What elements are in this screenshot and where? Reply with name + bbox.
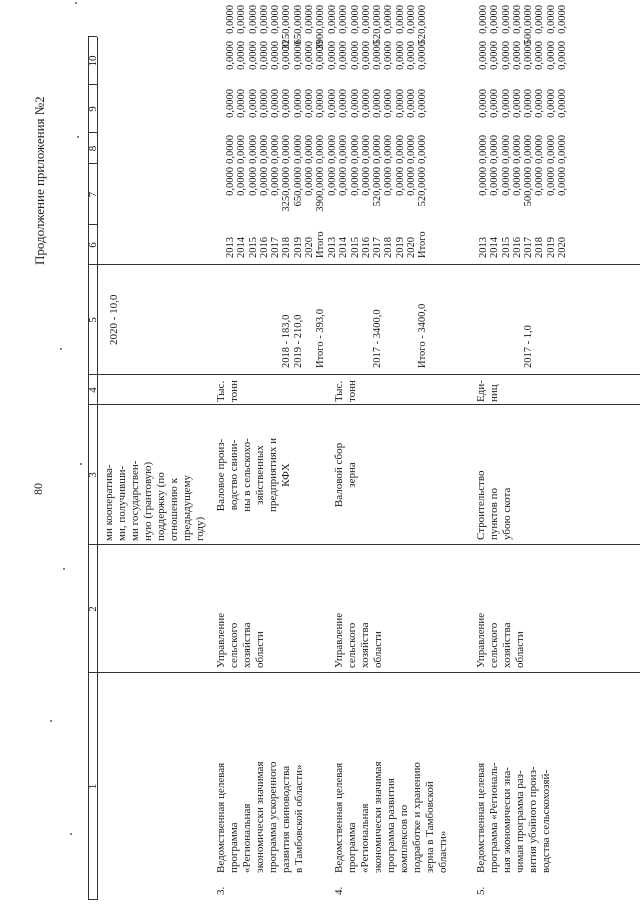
years-list: 2013 2014 2015 2016 2017 2018 2019 2020 Итого bbox=[225, 231, 327, 258]
unit: Еди- ниц bbox=[475, 380, 500, 402]
column-header-5: 5 bbox=[87, 317, 99, 323]
executor: Управление сельского хозяйства области bbox=[475, 612, 526, 668]
col8-values: 0,0000 0,0000 0,0000 0,0000 0,0000 0,0000 0,0000 0,0000 bbox=[478, 89, 569, 118]
row-number: 3. bbox=[215, 886, 227, 895]
row-number: 4. bbox=[333, 886, 345, 895]
indicator-name: Валовой сбор зерна bbox=[333, 442, 358, 508]
col10-values: 0,0000 0,0000 0,0000 0,0000 520,0000 0,0000 0,0000 0,0000 520,0000 bbox=[327, 5, 429, 45]
indicator-name: Валовое произ- водство свини- ны в сельскохо- зяйственных предприятиях и КФХ bbox=[215, 438, 292, 512]
col6-values: 0,0000 0,0000 0,0000 0,0000 500,0000 0,0000 0,0000 0,0000 bbox=[478, 167, 569, 207]
continuation-target-value: 2020 - 10,0 bbox=[108, 294, 120, 345]
scan-speck bbox=[50, 720, 52, 722]
target-values: 2017 - 1,0 bbox=[523, 325, 535, 368]
column-header-2: 2 bbox=[87, 606, 99, 612]
column-header-10: 10 bbox=[87, 55, 99, 67]
col6-values: 0,0000 0,0000 0,0000 0,0000 520,0000 0,0000 0,0000 0,0000 520,0000 bbox=[327, 167, 429, 207]
col7-values: 0,0000 0,0000 0,0000 0,0000 0,0000 0,0000 0,0000 0,0000 0,0000 bbox=[225, 135, 327, 164]
program-name: Ведомственная целевая программа «Региональная экономически значимая программа развития комплексов по подработке и хранению зерна в Тамбовской области» bbox=[333, 761, 449, 873]
row-number: 5. bbox=[475, 886, 487, 895]
page-number: 80 bbox=[31, 483, 45, 495]
appendix-title: Продолжение приложения №2 bbox=[32, 96, 47, 265]
col9-values: 0,0000 0,0000 0,0000 0,0000 0,0000 0,0000 0,0000 0,0000 bbox=[478, 41, 569, 70]
target-values: 2018 - 183,0 2019 - 210,0 Итого - 393,0 bbox=[281, 309, 327, 368]
column-header-8: 8 bbox=[87, 145, 99, 152]
target-values: 2017 - 3400,0 Итого - 3400,0 bbox=[372, 303, 429, 368]
column-header-4: 4 bbox=[87, 387, 99, 393]
col8-values: 0,0000 0,0000 0,0000 0,0000 0,0000 0,0000 0,0000 0,0000 0,0000 bbox=[225, 89, 327, 118]
col-line bbox=[88, 404, 640, 405]
column-header-7: 7 bbox=[87, 191, 99, 198]
col-line bbox=[88, 264, 640, 265]
scan-speck bbox=[75, 2, 77, 4]
program-name: Ведомственная целевая программа «Региональ- ная экономически зна- чимая программа раз- вития убойного произ- водства сельскохозяй- bbox=[475, 762, 552, 873]
scan-speck bbox=[77, 136, 79, 138]
unit: Тыс. тонн bbox=[215, 380, 240, 402]
executor: Управление сельского хозяйства области bbox=[333, 612, 384, 668]
scan-speck bbox=[80, 463, 82, 465]
col10-values: 0,0000 0,0000 0,0000 0,0000 0,0000 3250,0000 650,0000 0,0000 3900,0000 bbox=[225, 5, 327, 50]
indicator-name: Строительство пунктов по убою скота bbox=[475, 470, 513, 540]
col9-values: 0,0000 0,0000 0,0000 0,0000 0,0000 0,0000 0,0000 0,0000 0,0000 bbox=[327, 41, 429, 70]
scan-speck bbox=[63, 568, 65, 570]
col7-values: 0,0000 0,0000 0,0000 0,0000 0,0000 0,0000 0,0000 0,0000 bbox=[478, 135, 569, 164]
years-list: 2013 2014 2015 2016 2017 2018 2019 2020 Итого bbox=[327, 231, 429, 258]
col-line bbox=[88, 374, 640, 375]
scan-speck bbox=[70, 833, 72, 835]
column-header-6: 6 bbox=[87, 242, 99, 248]
col-line bbox=[88, 544, 640, 545]
col10-values: 0,0000 0,0000 0,0000 0,0000 500,0000 0,0000 0,0000 0,0000 bbox=[478, 5, 569, 45]
continuation-indicator-text: ми кооператива- ми, получивши- ми государствен- ную (грантовую) поддержку (по отношению к предыдущему году) bbox=[103, 460, 206, 541]
column-header-1: 1 bbox=[87, 783, 99, 790]
unit: Тыс. тонн bbox=[333, 380, 358, 402]
col7-values: 0,0000 0,0000 0,0000 0,0000 0,0000 0,0000 0,0000 0,0000 0,0000 bbox=[327, 135, 429, 164]
column-header-3: 3 bbox=[87, 472, 99, 478]
program-name: Ведомственная целевая программа «Региональная экономически значимая программа ускоренного развития свиноводства в Тамбовской области» bbox=[215, 761, 305, 873]
col-line bbox=[88, 672, 640, 673]
col6-values: 0,0000 0,0000 0,0000 0,0000 0,0000 3250,0000 650,0000 0,0000 3900,0000 bbox=[225, 167, 327, 212]
years-list: 2013 2014 2015 2016 2017 2018 2019 2020 bbox=[478, 237, 569, 258]
column-header-9: 9 bbox=[87, 106, 99, 112]
scan-speck bbox=[60, 348, 62, 350]
col8-values: 0,0000 0,0000 0,0000 0,0000 0,0000 0,0000 0,0000 0,0000 0,0000 bbox=[327, 89, 429, 118]
executor: Управление сельского хозяйства области bbox=[215, 612, 266, 668]
col9-values: 0,0000 0,0000 0,0000 0,0000 0,0000 0,0000 0,0000 0,0000 0,0000 bbox=[225, 41, 327, 70]
